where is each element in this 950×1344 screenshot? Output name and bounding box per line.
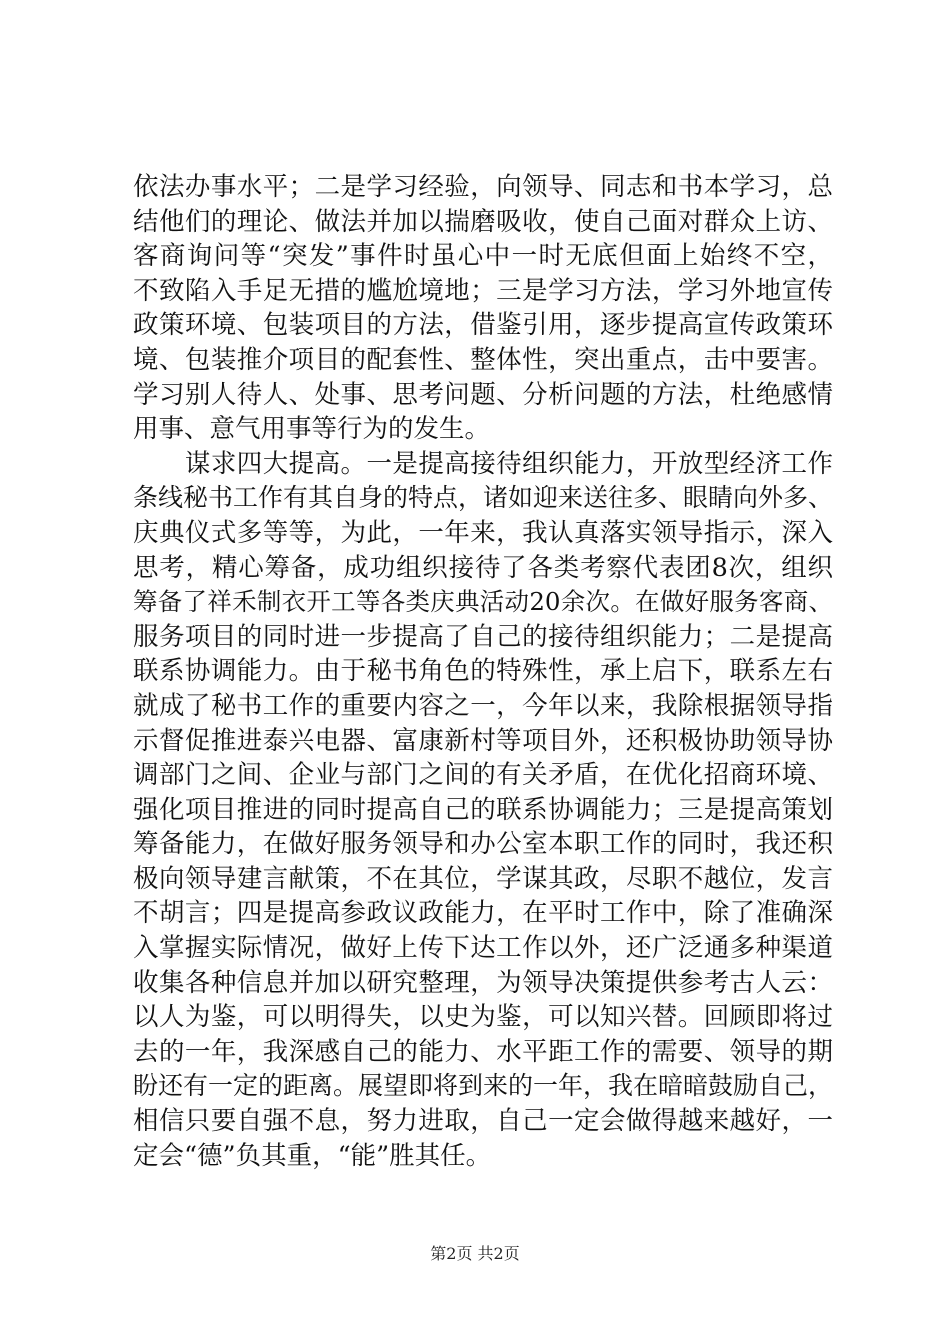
text-line: 服务项目的同时进一步提高了自己的接待组织能力；二是提高 [133,621,833,652]
text-line: 联系协调能力。由于秘书角色的特殊性，承上启下，联系左右 [133,656,833,687]
text-line: 境、包装推介项目的配套性、整体性，突出重点，击中要害。 [133,344,833,375]
text-line: 不胡言；四是提高参政议政能力，在平时工作中，除了准确深 [133,898,833,929]
text-line: 筹备了祥禾制衣开工等各类庆典活动20余次。在做好服务客商、 [133,587,833,617]
text-line: 调部门之间、企业与部门之间的有关矛盾，在优化招商环境、 [133,760,833,791]
body-text [133,170,833,1173]
text-line: 定会“德”负其重，“能”胜其任。 [133,1140,492,1171]
text-line: 不致陷入手足无措的尴尬境地；三是学习方法，学习外地宣传 [133,275,833,306]
text-line: 相信只要自强不息，努力进取，自己一定会做得越来越好，一 [133,1106,833,1137]
text-line: 入掌握实际情况，做好上传下达工作以外，还广泛通多种渠道 [133,933,833,964]
text-line: 学习别人待人、处事、思考问题、分析问题的方法，杜绝感情 [133,379,833,410]
text-line: 条线秘书工作有其自身的特点，诸如迎来送往多、眼睛向外多、 [133,483,834,513]
text-line: 政策环境、包装项目的方法，借鉴引用，逐步提高宣传政策环 [133,310,833,341]
text-line: 收集各种信息并加以研究整理，为领导决策提供参考古人云： [133,967,833,998]
text-line: 盼还有一定的距离。展望即将到来的一年，我在暗暗鼓励自己， [133,1071,834,1101]
text-line: 示督促推进泰兴电器、富康新村等项目外，还积极协助领导协 [133,725,833,756]
text-line: 结他们的理论、做法并加以揣磨吸收，使自己面对群众上访、 [133,206,833,237]
text-line: 谋求四大提高。一是提高接待组织能力，开放型经济工作 [133,448,833,479]
text-line: 极向领导建言献策，不在其位，学谋其政，尽职不越位，发言 [133,863,833,894]
text-line: 庆典仪式多等等，为此，一年来，我认真落实领导指示，深入 [133,517,833,548]
text-line: 强化项目推进的同时提高自己的联系协调能力；三是提高策划 [133,794,833,825]
text-line: 用事、意气用事等行为的发生。 [133,414,491,445]
text-line: 客商询问等“突发”事件时虽心中一时无底但面上始终不空， [133,241,833,272]
text-line: 思考，精心筹备，成功组织接待了各类考察代表团8次，组织 [133,552,833,583]
text-line: 去的一年，我深感自己的能力、水平距工作的需要、领导的期 [133,1036,833,1067]
text-line: 就成了秘书工作的重要内容之一，今年以来，我除根据领导指 [133,690,833,721]
text-line: 依法办事水平；二是学习经验，向领导、同志和书本学习，总 [133,172,833,202]
page-footer: 第2页 共2页 [430,1244,520,1263]
text-line: 以人为鉴，可以明得失，以史为鉴，可以知兴替。回顾即将过 [133,1002,833,1033]
text-line: 筹备能力，在做好服务领导和办公室本职工作的同时，我还积 [133,829,833,860]
